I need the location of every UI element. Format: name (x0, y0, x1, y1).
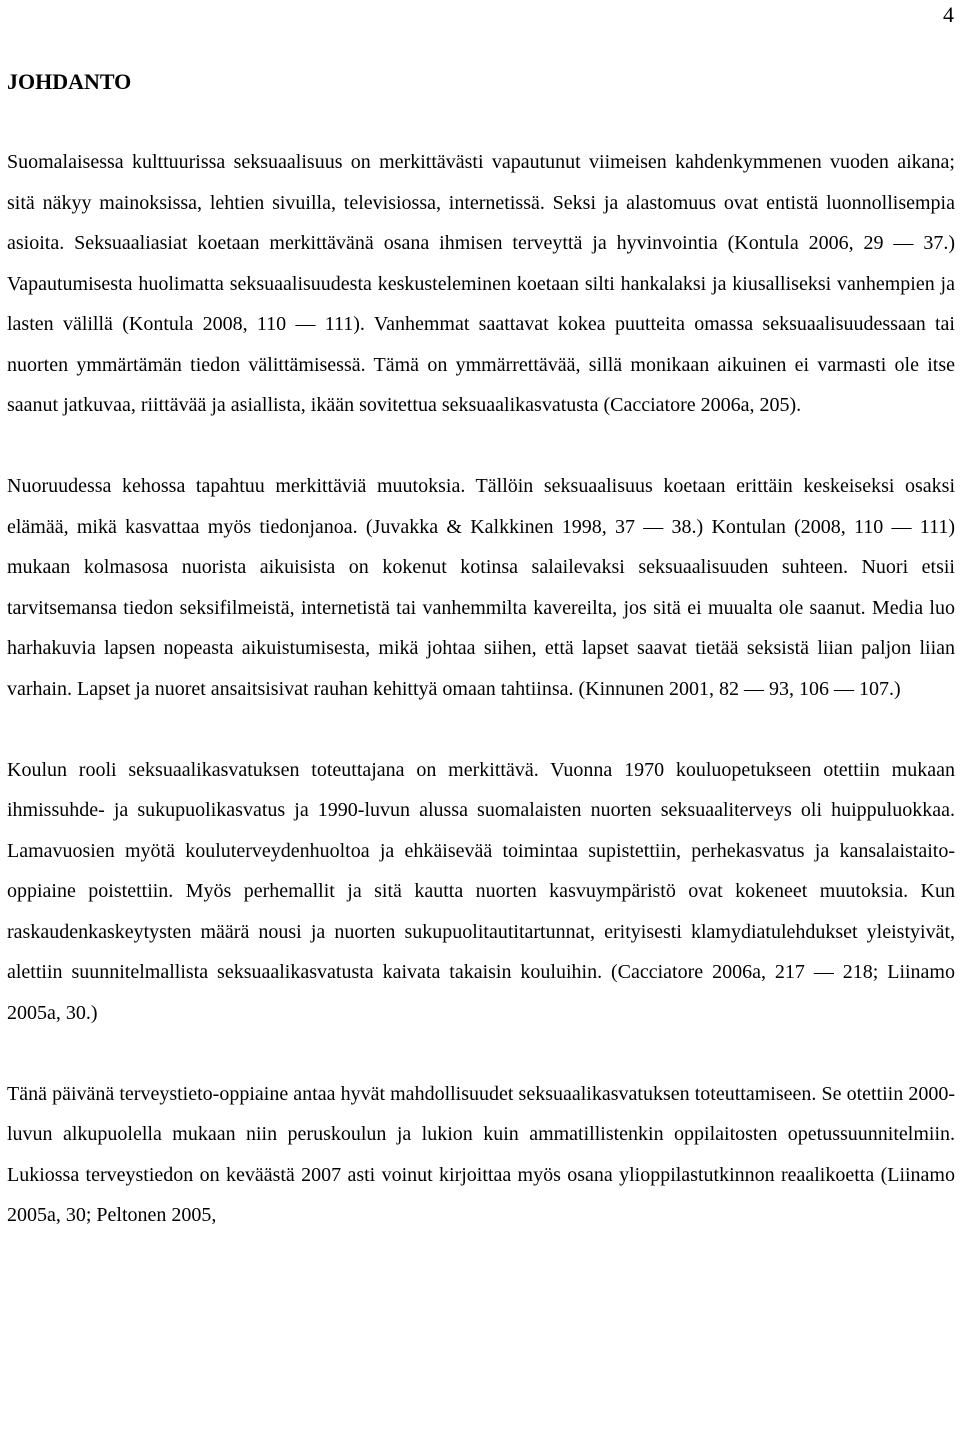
page-number: 4 (943, 2, 954, 27)
paragraph-2: Nuoruudessa kehossa tapahtuu merkittäviä muutoksia. Tällöin seksuaalisuus koetaan erittäin keskeiseksi osaksi elämää, mikä kasvattaa myös tiedonjanoa. (Juvakka & Kalkkinen 1998, 37 — 38.) Kontulan (2008, 110 — 111) mukaan kolmasosa nuorista aikuisista on kokenut kotinsa salailevaksi seksuaalisuuden suhteen. Nuori etsii tarvitsemansa tiedon seksifilmeistä, internetistä tai vanhemmilta kavereilta, jos sitä ei muualta ole saanut. Media luo harhakuvia lapsen nopeasta aikuistumisesta, mikä johtaa siihen, että lapset saavat tietää seksistä liian paljon liian varhain. Lapset ja nuoret ansaitsisivat rauhan kehittyä omaan tahtiinsa. (Kinnunen 2001, 82 — 93, 106 — 107.) (7, 475, 955, 700)
paragraph-4: Tänä päivänä terveystieto-oppiaine antaa hyvät mahdollisuudet seksuaalikasvatuksen toteuttamiseen. Se otettiin 2000-luvun alkupuolella mukaan niin peruskoulun ja lukion kuin ammatillistenkin oppilaitosten opetussuunnitelmiin. Lukiossa terveystiedon on keväästä 2007 asti voinut kirjoittaa myös osana ylioppilastutkinnon reaalikoetta (Liinamo 2005a, 30; Peltonen 2005, (7, 1082, 955, 1226)
body-text (7, 142, 955, 1236)
paragraph-1: Suomalaisessa kulttuurissa seksuaalisuus on merkittävästi vapautunut viimeisen kahdenkymmenen vuoden aikana; sitä näkyy mainoksissa, lehtien sivuilla, televisiossa, internetissä. Seksi ja alastomuus ovat entistä luonnollisempia asioita. Seksuaaliasiat koetaan merkittävänä osana ihmisen terveyttä ja hyvinvointia (Kontula 2006, 29 — 37.) Vapautumisesta huolimatta seksuaalisuudesta keskusteleminen koetaan silti hankalaksi ja kiusalliseksi vanhempien ja lasten välillä (Kontula 2008, 110 — 111). Vanhemmat saattavat kokea puutteita omassa seksuaalisuudessaan tai nuorten ymmärtämän tiedon välittämisessä. Tämä on ymmärrettävää, sillä monikaan aikuinen ei varmasti ole itse saanut jatkuvaa, riittävää ja asiallista, ikään sovitettua seksuaalikasvatusta (Cacciatore 2006a, 205). (7, 151, 955, 416)
section-heading: JOHDANTO (7, 69, 132, 94)
paragraph-3: Koulun rooli seksuaalikasvatuksen toteuttajana on merkittävä. Vuonna 1970 kouluopetukseen otettiin mukaan ihmissuhde- ja sukupuolikasvatus ja 1990-luvun alussa suomalaisten nuorten seksuaaliterveys oli huippuluokkaa. Lamavuosien myötä kouluterveydenhuoltoa ja ehkäisevää toimintaa supistettiin, perhekasvatus ja kansalaistaito-oppiaine poistettiin. Myös perhemallit ja sitä kautta nuorten kasvuympäristö ovat kokeneet muutoksia. Kun raskaudenkaskeytysten määrä nousi ja nuorten sukupuolitautitartunnat, erityisesti klamydiatulehdukset yleistyivät, alettiin suunnitelmallista seksuaalikasvatusta kaivata takaisin kouluihin. (Cacciatore 2006a, 217 — 218; Liinamo 2005a, 30.) (7, 758, 955, 1024)
